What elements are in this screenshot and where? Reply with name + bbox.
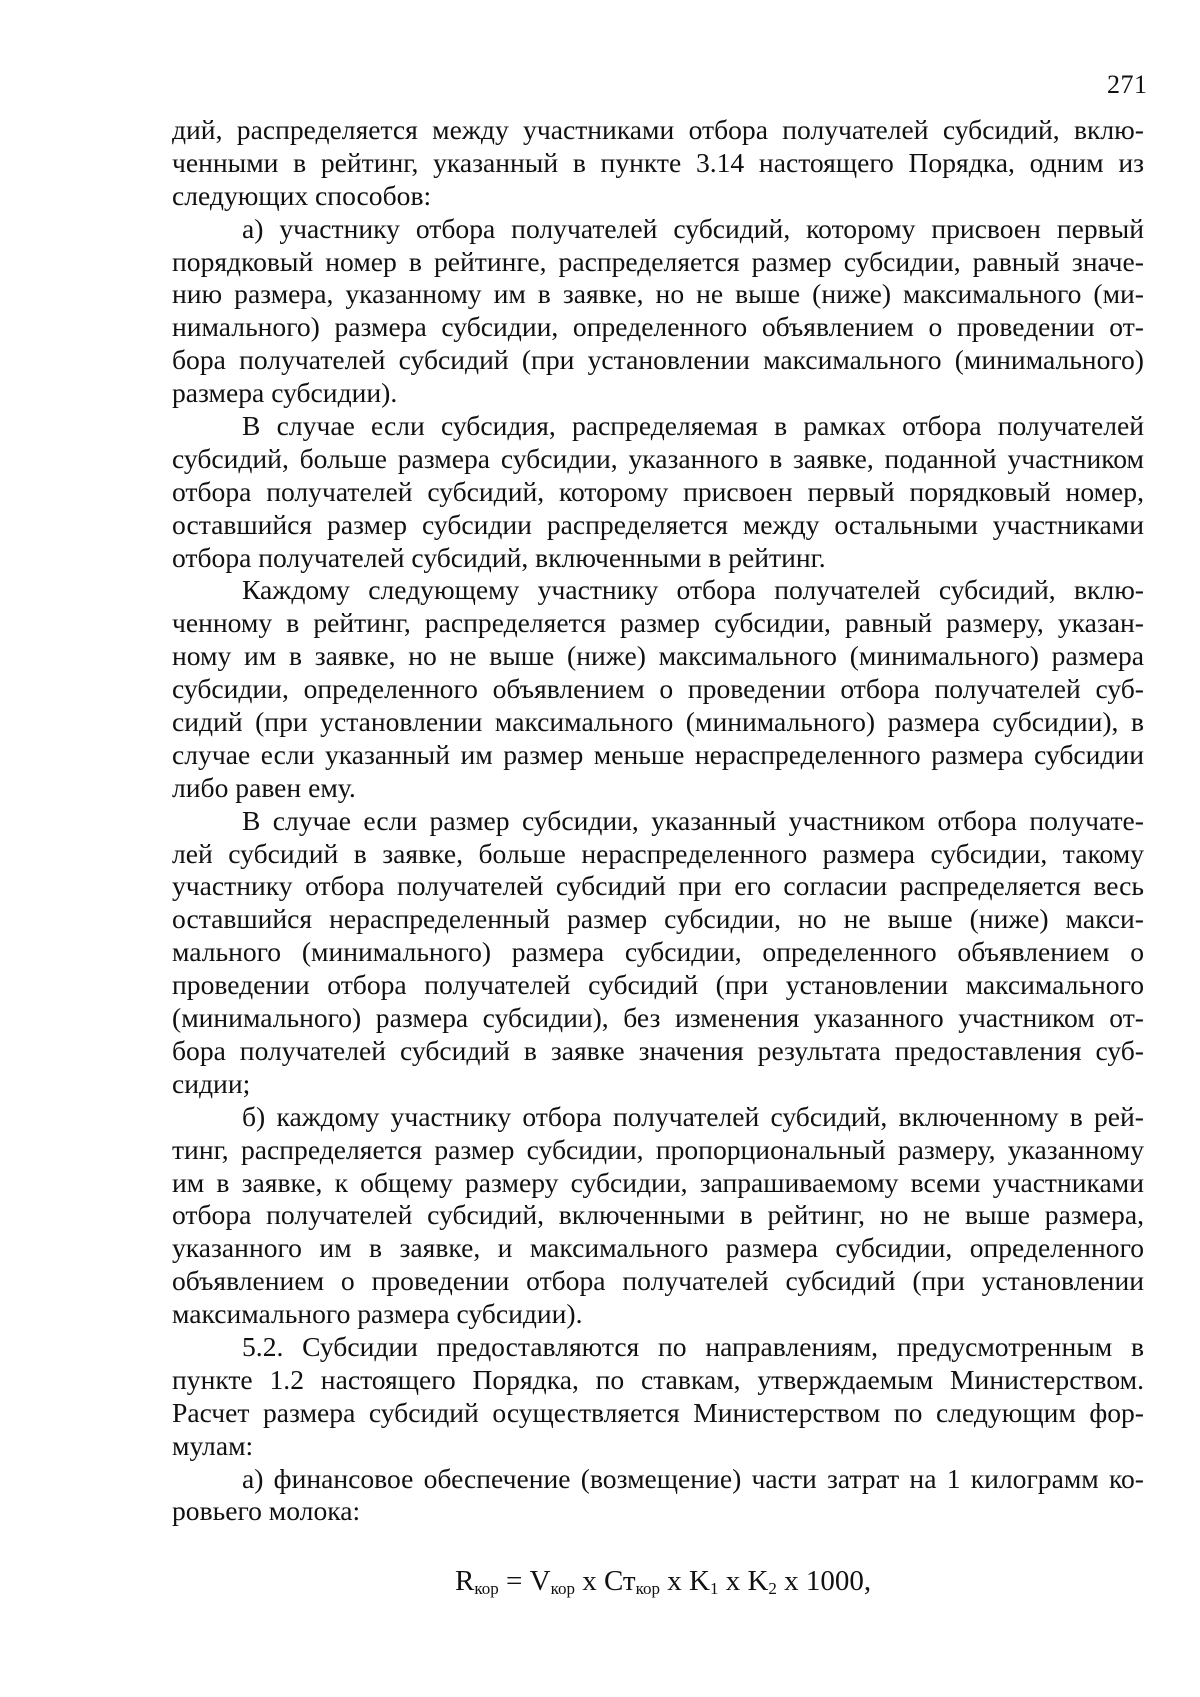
formula-times-2: x <box>660 1565 690 1597</box>
text-line: либо равен ему. <box>172 771 356 803</box>
formula-r-sub: кор <box>474 1579 499 1598</box>
text-line: бора получателей субсидий в заявке значения результата предоставления суб- <box>172 1034 1144 1066</box>
formula-st: Ст <box>603 1565 636 1597</box>
text-line: указанного им в заявке, и максимального размера субсидии, определенного <box>172 1232 1144 1264</box>
text-line: В случае если размер субсидии, указанный участником отбора получате- <box>242 804 1144 836</box>
text-line: размера субсидии). <box>172 377 398 409</box>
text-line: субсидии, определенного объявлением о проведении отбора получателей суб- <box>172 673 1144 705</box>
formula-eq: = <box>498 1565 530 1597</box>
text-line: В случае если субсидия, распределяемая в рамках отбора получателей <box>242 410 1144 442</box>
text-line: отбора получателей субсидий, которому присвоен первый порядковый номер, <box>172 475 1144 507</box>
text-line: нию размера, указанному им в заявке, но не выше (ниже) максимального (ми- <box>172 278 1144 310</box>
text-line: 5.2. Субсидии предоставляются по направлениям, предусмотренным в <box>242 1330 1144 1362</box>
text-line: нимального) размера субсидии, определенного объявлением о проведении от- <box>172 311 1144 343</box>
formula-st-sub: кор <box>635 1579 661 1598</box>
text-line: максимального размера субсидии). <box>172 1298 583 1330</box>
text-line: бора получателей субсидий (при установлении максимального (минимального) <box>172 344 1144 376</box>
text-line: объявлением о проведении отбора получателей субсидий (при установлении <box>172 1265 1144 1297</box>
text-line: им в заявке, к общему размеру субсидии, запрашиваемому всеми участниками <box>172 1166 1144 1198</box>
page-number: 271 <box>1107 70 1148 99</box>
text-line: ченными в рейтинг, указанный в пункте 3.14 настоящего Порядка, одним из <box>172 146 1144 178</box>
text-line: отбора получателей субсидий, включенными в рейтинг. <box>172 541 826 573</box>
text-line: а) участнику отбора получателей субсидий, которому присвоен первый <box>242 212 1144 244</box>
text-line: отбора получателей субсидий, включенными в рейтинг, но не выше размера, <box>172 1199 1144 1231</box>
text-line: (минимального) размера субсидии), без изменения указанного участником от- <box>172 1002 1144 1034</box>
text-line: тинг, распределяется размер субсидии, пропорциональный размеру, указанному <box>172 1133 1144 1165</box>
formula-times-1: x <box>574 1565 604 1597</box>
text-line: ровьего молока: <box>172 1495 361 1527</box>
formula-k2-sub: 2 <box>768 1579 777 1598</box>
text-line: случае если указанный им размер меньше нераспределенного размера субсидии <box>172 738 1144 770</box>
text-line: субсидий, больше размера субсидии, указанного в заявке, поданной участником <box>172 442 1144 474</box>
text-line: лей субсидий в заявке, больше нераспределенного размера субсидии, такому <box>172 837 1144 869</box>
text-line: Расчет размера субсидий осуществляется Министерством по следующим фор- <box>172 1396 1144 1428</box>
text-line: оставшийся нераспределенный размер субсидии, но не выше (ниже) макси- <box>172 903 1144 935</box>
text-line: сидии; <box>172 1067 251 1099</box>
formula-times-3: x <box>718 1565 748 1597</box>
text-line: оставшийся размер субсидии распределяется между остальными участниками <box>172 508 1144 540</box>
text-line: мального (минимального) размера субсидии, определенного объявлением о <box>172 936 1144 968</box>
text-line: мулам: <box>172 1429 254 1461</box>
text-line: участнику отбора получателей субсидий при его согласии распределяется весь <box>172 870 1144 902</box>
text-line: дий, распределяется между участниками отбора получателей субсидий, вклю- <box>172 114 1144 145</box>
text-line: проведении отбора получателей субсидий (при установлении максимального <box>172 969 1144 1001</box>
text-line: а) финансовое обеспечение (возмещение) части затрат на 1 килограмм ко- <box>242 1462 1144 1494</box>
text-line: сидий (при установлении максимального (минимального) размера субсидии), в <box>172 706 1144 738</box>
body-text <box>172 114 1144 1528</box>
formula-r: R <box>455 1565 475 1597</box>
text-line: ченному в рейтинг, распределяется размер субсидии, равный размеру, указан- <box>172 607 1144 639</box>
formula-tail: x 1000, <box>776 1565 872 1597</box>
formula <box>455 1563 871 1599</box>
text-line: порядковый номер в рейтинге, распределяется размер субсидии, равный значе- <box>172 245 1144 277</box>
text-line: пункте 1.2 настоящего Порядка, по ставкам, утверждаемым Министерством. <box>172 1363 1144 1395</box>
formula-k2: K <box>747 1565 769 1597</box>
text-line: Каждому следующему участнику отбора получателей субсидий, вклю- <box>242 574 1144 606</box>
text-line: б) каждому участнику отбора получателей субсидий, включенному в рей- <box>242 1100 1144 1132</box>
formula-v: V <box>529 1565 551 1597</box>
formula-k1-sub: 1 <box>709 1579 719 1598</box>
text-line: ному им в заявке, но не выше (ниже) максимального (минимального) размера <box>172 640 1144 672</box>
formula-v-sub: кор <box>550 1579 575 1598</box>
text-line: следующих способов: <box>172 179 432 211</box>
formula-k1: K <box>689 1565 710 1597</box>
